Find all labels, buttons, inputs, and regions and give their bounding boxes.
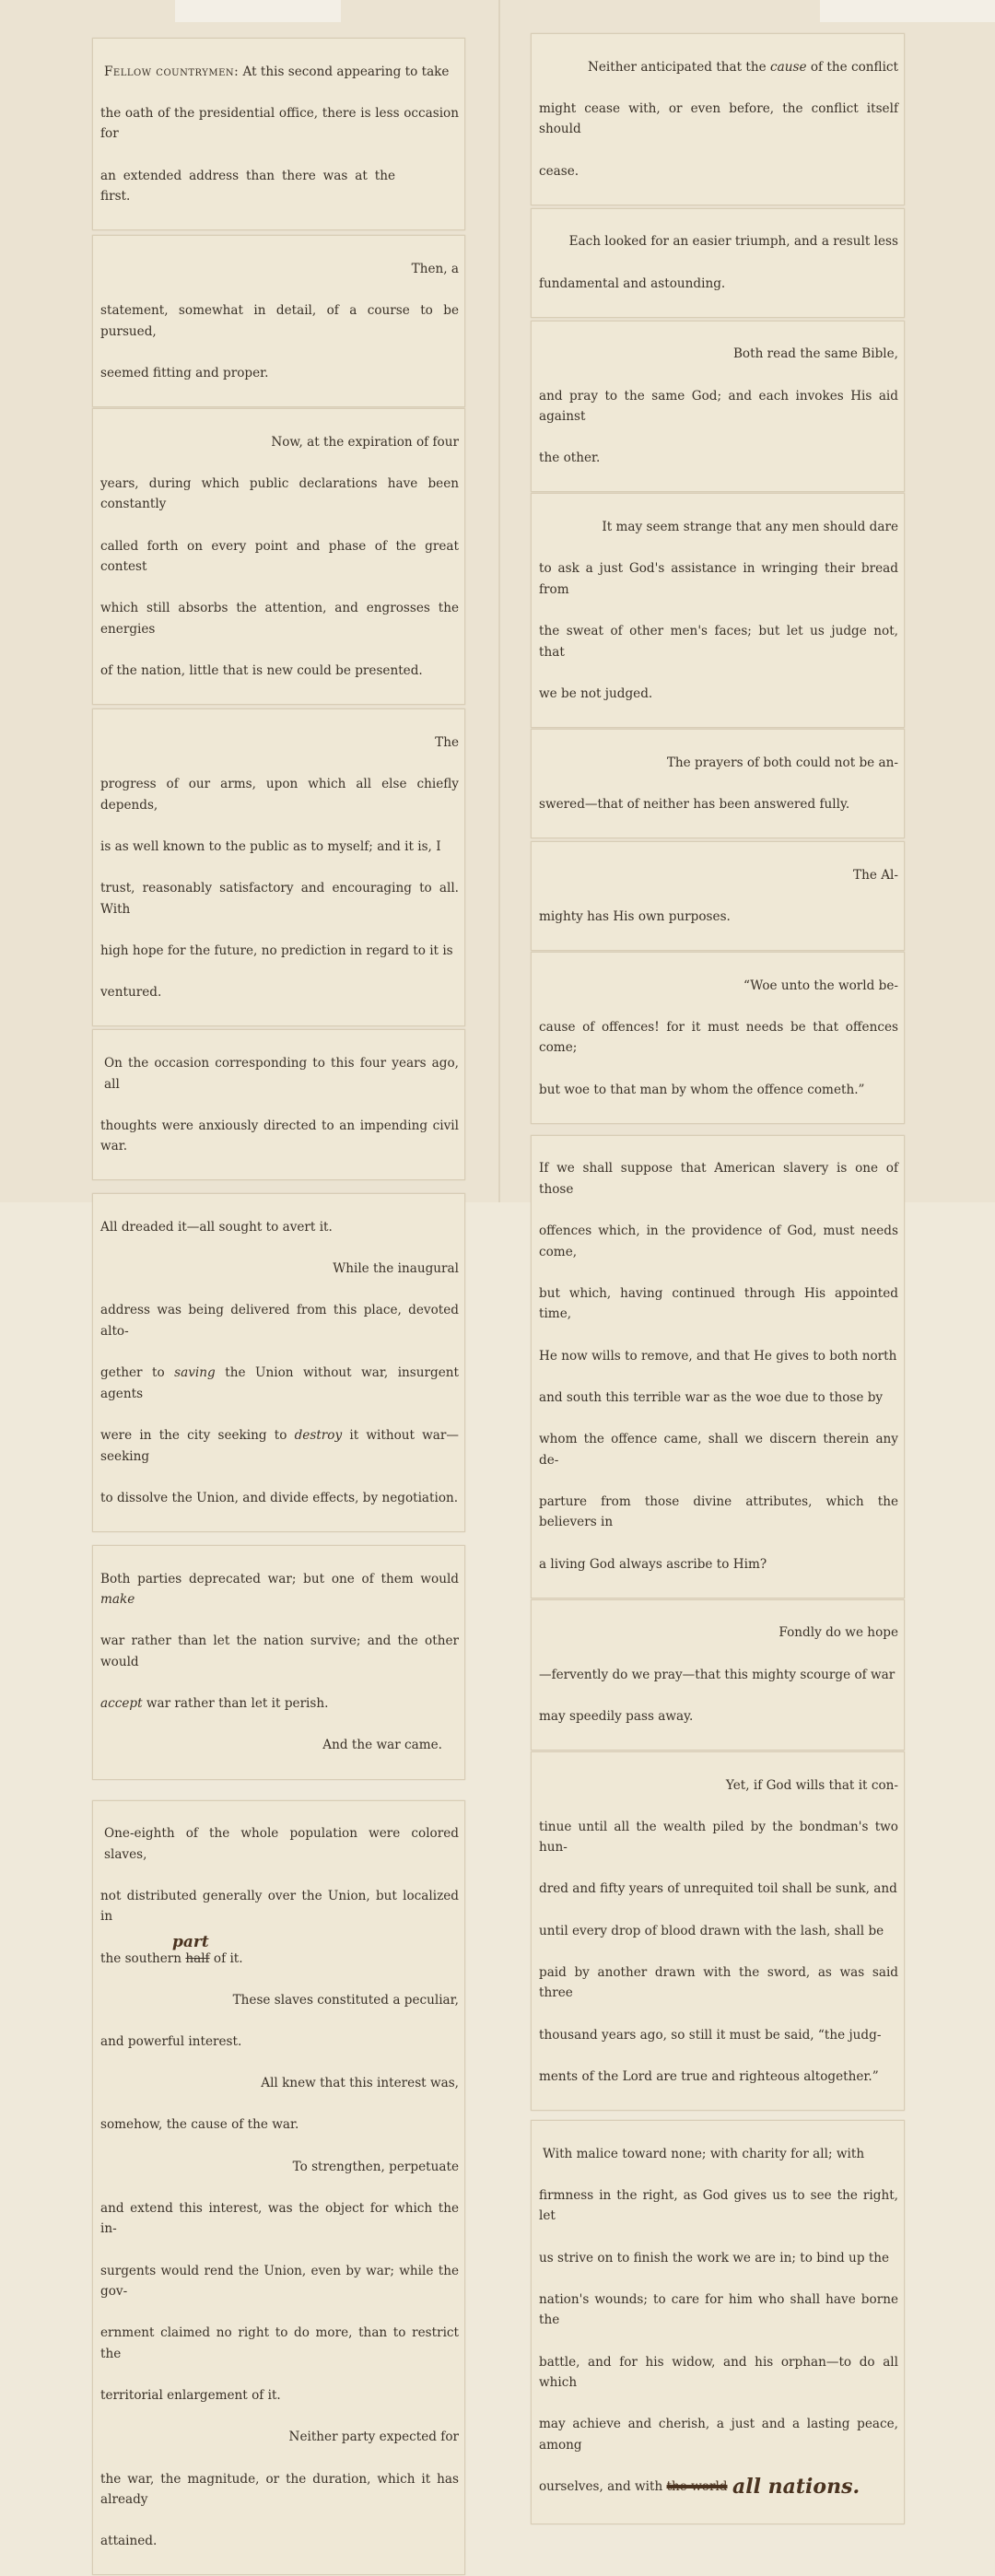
text-strip bbox=[531, 33, 905, 205]
text-line: may speedily pass away. bbox=[539, 1708, 694, 1724]
text-strip bbox=[92, 1800, 465, 2576]
text-line: the southern half of it. part bbox=[100, 1932, 243, 1966]
text-line: paid by another drawn with the sword, as was said three bbox=[539, 1964, 898, 2001]
text-line: whom the offence came, shall we discern therein any de- bbox=[539, 1432, 898, 1468]
text-line: ourselves, and with the world all nations. bbox=[539, 2475, 860, 2500]
text-line: To strengthen, perpetuate bbox=[292, 2159, 459, 2174]
text-line: and south this terrible war as the woe due to those by bbox=[539, 1389, 884, 1405]
text-line: Fondly do we hope bbox=[778, 1625, 898, 1641]
text-line: ernment claimed no right to do more, than to restrict the bbox=[100, 2325, 459, 2361]
text-line: offences which, in the providence of God, must needs come, bbox=[539, 1224, 898, 1259]
text-line: With malice toward none; with charity for all; with bbox=[543, 2146, 865, 2161]
page-fold bbox=[498, 0, 500, 1202]
text-line: While the inaugural bbox=[333, 1261, 459, 1277]
text-line: Both read the same Bible, bbox=[732, 346, 898, 362]
text-line: and extend this interest, was the object for which the in- bbox=[100, 2200, 459, 2237]
text-line: surgents would rend the Union, even by war; while the gov- bbox=[100, 2263, 459, 2300]
text-strip bbox=[531, 321, 905, 493]
text-line: And the war came. bbox=[322, 1738, 442, 1753]
text-line: the war, the magnitude, or the duration, which it has already bbox=[100, 2471, 459, 2508]
text-strip bbox=[92, 708, 465, 1026]
text-line: —fervently do we pray—that this mighty scourge of war bbox=[539, 1667, 896, 1682]
text-line: is as well known to the public as to myself; and it is, I bbox=[100, 838, 441, 854]
text-line: cease. bbox=[539, 163, 579, 179]
text-line: to dissolve the Union, and divide effects, by negotiation. bbox=[100, 1490, 459, 1505]
text-line: but woe to that man by whom the offence cometh.” bbox=[539, 1082, 865, 1097]
text-strip bbox=[531, 729, 905, 838]
handwritten-insert: part bbox=[172, 1932, 209, 1951]
text-strip bbox=[531, 208, 905, 318]
text-line: accept war rather than let it perish. bbox=[100, 1696, 329, 1712]
text-line: Yet, if God wills that it con- bbox=[725, 1777, 898, 1793]
text-strip bbox=[531, 1751, 905, 2111]
text-strip bbox=[92, 38, 465, 230]
tape-strip bbox=[175, 0, 341, 22]
text-strip bbox=[531, 493, 905, 728]
text-line: All knew that this interest was, bbox=[261, 2076, 459, 2091]
text-line: thousand years ago, so still it must be said, “the judg- bbox=[539, 2027, 882, 2043]
text-line: Both parties deprecated war; but one of them would make bbox=[100, 1571, 459, 1608]
struck-word: the world bbox=[666, 2479, 728, 2495]
text-line: to ask a just God's assistance in wringing their bread from bbox=[539, 561, 898, 597]
text-strip bbox=[531, 1599, 905, 1751]
text-line: attained. bbox=[100, 2534, 158, 2549]
text-line: tinue until all the wealth piled by the bondman's two hun- bbox=[539, 1819, 898, 1856]
text-line: “Woe unto the world be- bbox=[743, 978, 898, 993]
text-line: The prayers of both could not be an- bbox=[666, 755, 898, 770]
text-line: years, during which public declarations have been constantly bbox=[100, 475, 459, 512]
text-line: the oath of the presidential office, there is less occasion for bbox=[100, 105, 459, 142]
text-line: One-eighth of the whole population were colored slaves, bbox=[104, 1826, 459, 1862]
text-line: gether to saving the Union without war, insurgent agents bbox=[100, 1365, 459, 1401]
text-line: mighty has His own purposes. bbox=[539, 908, 731, 924]
text-line: It may seem strange that any men should dare bbox=[602, 520, 898, 535]
text-line: a living God always ascribe to Him? bbox=[539, 1556, 767, 1572]
text-line: trust, reasonably satisfactory and encouraging to all. With bbox=[100, 881, 459, 917]
text-line: fundamental and astounding. bbox=[539, 275, 726, 291]
text-line: The bbox=[435, 735, 459, 750]
text-strip bbox=[531, 2120, 905, 2524]
text-line: until every drop of blood drawn with the lash, shall be bbox=[539, 1923, 884, 1938]
text-line: firmness in the right, as God gives us to see the right, let bbox=[539, 2187, 898, 2224]
text-strip bbox=[92, 1545, 465, 1780]
text-line: Neither anticipated that the cause of the conflict bbox=[587, 59, 898, 75]
text-line: but which, having continued through His appointed time, bbox=[539, 1285, 898, 1322]
text-strip bbox=[531, 841, 905, 951]
text-line: address was being delivered from this place, devoted alto- bbox=[100, 1303, 459, 1340]
text-line: ments of the Lord are true and righteous altogether.” bbox=[539, 2068, 879, 2084]
text-line: The Al- bbox=[853, 867, 898, 883]
text-line: Then, a bbox=[411, 261, 459, 276]
text-strip bbox=[92, 408, 465, 705]
text-strip bbox=[92, 235, 465, 407]
text-line: progress of our arms, upon which all else chiefly depends, bbox=[100, 777, 459, 813]
text-line: seemed fitting and proper. bbox=[100, 365, 269, 381]
text-line: If we shall suppose that American slavery is one of those bbox=[539, 1161, 898, 1197]
text-line: battle, and for his widow, and his orphan—to do all which bbox=[539, 2354, 898, 2391]
text-line: somehow, the cause of the war. bbox=[100, 2117, 299, 2133]
text-line: ventured. bbox=[100, 985, 162, 1001]
text-line: territorial enlargement of it. bbox=[100, 2388, 281, 2404]
text-line: us strive on to finish the work we are in; to bind up the bbox=[539, 2250, 890, 2266]
text-line: Neither party expected for bbox=[288, 2430, 459, 2445]
text-line: and powerful interest. bbox=[100, 2034, 242, 2050]
text-line: might cease with, or even before, the conflict itself should bbox=[539, 100, 898, 137]
text-line: the other. bbox=[539, 451, 601, 466]
text-line: statement, somewhat in detail, of a course to be pursued, bbox=[100, 303, 459, 339]
text-line: On the occasion corresponding to this four years ago, all bbox=[104, 1055, 459, 1092]
text-line: we be not judged. bbox=[539, 685, 653, 701]
text-line: parture from those divine attributes, which the believers in bbox=[539, 1493, 898, 1530]
tape-strip bbox=[820, 0, 995, 22]
text-line: Fellow countrymen: At this second appearing to take bbox=[104, 64, 450, 79]
salutation: Fellow countrymen: bbox=[104, 64, 240, 79]
text-line: Each looked for an easier triumph, and a result less bbox=[568, 234, 898, 250]
text-line: nation's wounds; to care for him who shall have borne the bbox=[539, 2291, 898, 2328]
text-line: not distributed generally over the Union, but localized in bbox=[100, 1888, 459, 1925]
text-line: high hope for the future, no prediction in regard to it is bbox=[100, 943, 453, 958]
text-line: which still absorbs the attention, and engrosses the energies bbox=[100, 601, 459, 638]
text-strip bbox=[531, 952, 905, 1124]
text-line: Now, at the expiration of four bbox=[271, 434, 459, 450]
text-line: of the nation, little that is new could be presented. bbox=[100, 663, 423, 679]
text-line: thoughts were anxiously directed to an impending civil war. bbox=[100, 1118, 459, 1154]
text-line: were in the city seeking to destroy it without war—seeking bbox=[100, 1428, 459, 1464]
text-line: war rather than let the nation survive; and the other would bbox=[100, 1633, 459, 1669]
text-line: All dreaded it—all sought to avert it. bbox=[100, 1220, 333, 1235]
text-line: an extended address than there was at the first. bbox=[100, 168, 395, 205]
right-column bbox=[531, 33, 905, 2525]
text-line: called forth on every point and phase of the great contest bbox=[100, 538, 459, 575]
text-line: and pray to the same God; and each invokes His aid against bbox=[539, 388, 898, 425]
text-strip bbox=[92, 1029, 465, 1180]
text-line: These slaves constituted a peculiar, bbox=[232, 1992, 459, 2008]
handwritten-insert: all nations. bbox=[732, 2475, 860, 2500]
text-line: the sweat of other men's faces; but let us judge not, that bbox=[539, 624, 898, 660]
text-line: He now wills to remove, and that He gives to both north bbox=[539, 1348, 897, 1364]
text-line: may achieve and cherish, a just and a lasting peace, among bbox=[539, 2417, 898, 2453]
struck-word: half bbox=[185, 1950, 210, 1966]
left-column bbox=[92, 33, 465, 2576]
text-strip bbox=[92, 1193, 465, 1532]
text-line: cause of offences! for it must needs be that offences come; bbox=[539, 1019, 898, 1056]
text-line: dred and fifty years of unrequited toil shall be sunk, and bbox=[539, 1881, 897, 1897]
text-strip bbox=[531, 1135, 905, 1598]
text-line: swered—that of neither has been answered fully. bbox=[539, 796, 850, 812]
